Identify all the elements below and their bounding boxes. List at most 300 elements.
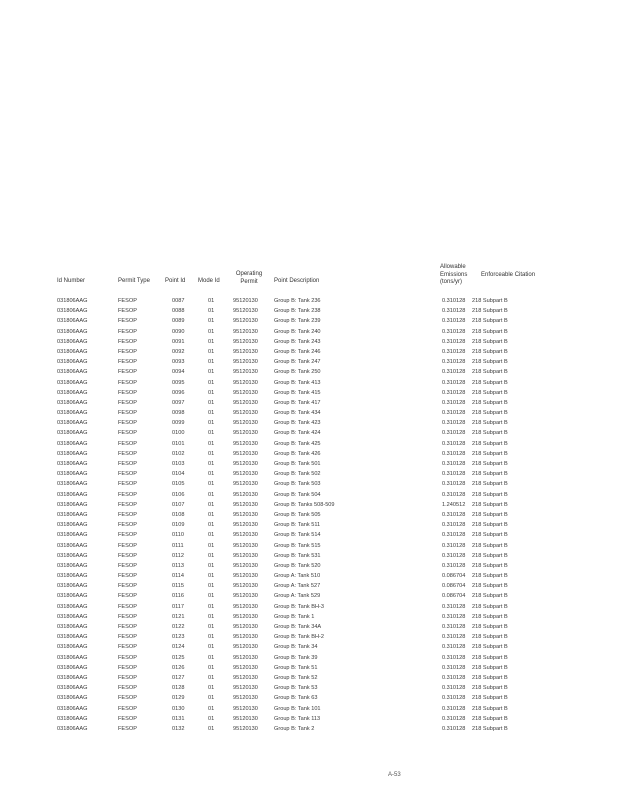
cell-allowable-emissions: 0.310128 — [442, 511, 466, 518]
cell-operating-permit: 95120130 — [233, 562, 258, 569]
cell-point-id: 0093 — [172, 359, 185, 366]
cell-allowable-emissions: 0.310128 — [442, 481, 466, 488]
cell-point-description: Group A: Tank 527 — [274, 583, 321, 590]
cell-permit-type: FESOP — [118, 481, 137, 488]
cell-point-id: 0110 — [172, 532, 185, 539]
cell-operating-permit: 95120130 — [233, 674, 258, 681]
cell-point-id: 0114 — [172, 573, 185, 580]
cell-permit-type: FESOP — [118, 389, 137, 396]
cell-point-id: 0132 — [172, 725, 185, 732]
cell-id-number: 031806AAG — [57, 644, 88, 651]
cell-point-id: 0123 — [172, 634, 185, 641]
cell-point-id: 0098 — [172, 410, 185, 417]
cell-enforceable-citation: 218 Subpart B — [472, 318, 508, 325]
cell-permit-type: FESOP — [118, 664, 137, 671]
cell-mode-id: 01 — [208, 308, 215, 315]
cell-enforceable-citation: 218 Subpart B — [472, 501, 508, 508]
table-row — [0, 357, 618, 367]
cell-permit-type: FESOP — [118, 705, 137, 712]
cell-point-id: 0090 — [172, 328, 185, 335]
table-row — [0, 520, 618, 530]
cell-mode-id: 01 — [208, 705, 215, 712]
cell-permit-type: FESOP — [118, 491, 137, 498]
cell-mode-id: 01 — [208, 481, 215, 488]
cell-enforceable-citation: 218 Subpart B — [472, 328, 508, 335]
cell-permit-type: FESOP — [118, 654, 137, 661]
cell-permit-type: FESOP — [118, 450, 137, 457]
cell-id-number: 031806AAG — [57, 725, 88, 732]
table-row — [0, 541, 618, 551]
cell-mode-id: 01 — [208, 593, 215, 600]
cell-point-id: 0091 — [172, 338, 185, 345]
cell-permit-type: FESOP — [118, 522, 137, 529]
cell-id-number: 031806AAG — [57, 318, 88, 325]
cell-point-id: 0125 — [172, 654, 185, 661]
cell-id-number: 031806AAG — [57, 379, 88, 386]
cell-mode-id: 01 — [208, 695, 215, 702]
cell-permit-type: FESOP — [118, 532, 137, 539]
cell-permit-type: FESOP — [118, 685, 137, 692]
cell-mode-id: 01 — [208, 369, 215, 376]
cell-id-number: 031806AAG — [57, 420, 88, 427]
cell-enforceable-citation: 218 Subpart B — [472, 430, 508, 437]
header-emissions-line1: Allowable — [440, 264, 466, 270]
cell-point-id: 0096 — [172, 389, 185, 396]
cell-point-description: Group B: Tanks 508-509 — [274, 501, 335, 508]
cell-point-description: Group B: Tank 504 — [274, 491, 321, 498]
cell-point-description: Group B: Tank 1 — [274, 613, 315, 620]
cell-permit-type: FESOP — [118, 430, 137, 437]
cell-mode-id: 01 — [208, 440, 215, 447]
cell-mode-id: 01 — [208, 562, 215, 569]
cell-mode-id: 01 — [208, 613, 215, 620]
cell-enforceable-citation: 218 Subpart B — [472, 511, 508, 518]
cell-point-description: Group B: Tank 531 — [274, 552, 321, 559]
cell-point-id: 0131 — [172, 715, 185, 722]
cell-permit-type: FESOP — [118, 338, 137, 345]
cell-point-id: 0099 — [172, 420, 185, 427]
cell-point-description: Group B: Tank 51 — [274, 664, 318, 671]
cell-operating-permit: 95120130 — [233, 481, 258, 488]
table-row — [0, 530, 618, 540]
cell-point-id: 0111 — [172, 542, 184, 549]
cell-mode-id: 01 — [208, 542, 215, 549]
cell-mode-id: 01 — [208, 532, 215, 539]
cell-permit-type: FESOP — [118, 552, 137, 559]
cell-allowable-emissions: 0.310128 — [442, 450, 466, 457]
cell-point-description: Group B: Tank 501 — [274, 461, 321, 467]
cell-point-description: Group B: Tank 101 — [274, 705, 321, 712]
table-row — [0, 704, 618, 714]
cell-permit-type: FESOP — [118, 379, 137, 386]
cell-permit-type: FESOP — [118, 583, 137, 590]
cell-allowable-emissions: 0.310128 — [442, 624, 466, 630]
cell-point-id: 0128 — [172, 685, 185, 692]
cell-permit-type: FESOP — [118, 399, 137, 406]
cell-id-number: 031806AAG — [57, 562, 88, 569]
header-permit-type: Permit Type — [118, 278, 150, 284]
cell-id-number: 031806AAG — [57, 705, 88, 712]
cell-point-id: 0127 — [172, 674, 185, 681]
cell-point-description: Group B: Tank 63 — [274, 695, 318, 702]
table-row — [0, 510, 618, 520]
cell-mode-id: 01 — [208, 603, 215, 610]
cell-allowable-emissions: 0.310128 — [442, 298, 466, 304]
cell-point-id: 0104 — [172, 471, 185, 478]
cell-operating-permit: 95120130 — [233, 308, 258, 315]
cell-point-description: Group B: Tank 34 — [274, 644, 318, 651]
cell-point-description: Group B: Tank 515 — [274, 542, 321, 549]
cell-allowable-emissions: 0.310128 — [442, 379, 466, 386]
cell-operating-permit: 95120130 — [233, 583, 258, 590]
cell-id-number: 031806AAG — [57, 481, 88, 488]
cell-permit-type: FESOP — [118, 725, 137, 732]
cell-mode-id: 01 — [208, 511, 215, 518]
cell-mode-id: 01 — [208, 318, 215, 325]
cell-allowable-emissions: 0.310128 — [442, 440, 466, 447]
table-row — [0, 367, 618, 377]
cell-operating-permit: 95120130 — [233, 461, 258, 467]
cell-id-number: 031806AAG — [57, 369, 88, 376]
table-row — [0, 591, 618, 601]
cell-id-number: 031806AAG — [57, 491, 88, 498]
cell-point-description: Group B: Tank 236 — [274, 298, 321, 304]
cell-point-id: 0129 — [172, 695, 185, 702]
cell-allowable-emissions: 0.310128 — [442, 471, 466, 478]
cell-allowable-emissions: 0.310128 — [442, 369, 466, 376]
cell-permit-type: FESOP — [118, 634, 137, 641]
cell-id-number: 031806AAG — [57, 328, 88, 335]
cell-point-description: Group B: Tank 505 — [274, 511, 321, 518]
cell-permit-type: FESOP — [118, 420, 137, 427]
cell-mode-id: 01 — [208, 379, 215, 386]
cell-mode-id: 01 — [208, 420, 215, 427]
cell-enforceable-citation: 218 Subpart B — [472, 664, 508, 671]
cell-enforceable-citation: 218 Subpart B — [472, 705, 508, 712]
table-row — [0, 673, 618, 683]
cell-point-description: Group B: Tank 417 — [274, 399, 321, 406]
cell-mode-id: 01 — [208, 654, 215, 661]
cell-operating-permit: 95120130 — [233, 501, 258, 508]
table-row — [0, 378, 618, 388]
cell-point-description: Group B: Tank 250 — [274, 369, 321, 376]
cell-point-id: 0097 — [172, 399, 185, 406]
cell-allowable-emissions: 0.310128 — [442, 410, 466, 417]
cell-allowable-emissions: 0.086704 — [442, 573, 466, 580]
header-point-description: Point Description — [274, 278, 320, 284]
cell-point-description: Group B: Tank 502 — [274, 471, 321, 478]
cell-id-number: 031806AAG — [57, 542, 88, 549]
cell-point-description: Group B: Tank 434 — [274, 410, 321, 417]
table-row — [0, 459, 618, 469]
cell-allowable-emissions: 0.086704 — [442, 583, 466, 590]
cell-operating-permit: 95120130 — [233, 440, 258, 447]
cell-id-number: 031806AAG — [57, 552, 88, 559]
cell-enforceable-citation: 218 Subpart B — [472, 613, 508, 620]
cell-operating-permit: 95120130 — [233, 420, 258, 427]
cell-enforceable-citation: 218 Subpart B — [472, 715, 508, 722]
cell-allowable-emissions: 0.310128 — [442, 399, 466, 406]
cell-allowable-emissions: 0.310128 — [442, 644, 466, 651]
cell-operating-permit: 95120130 — [233, 298, 258, 304]
cell-point-id: 0130 — [172, 705, 185, 712]
cell-allowable-emissions: 0.310128 — [442, 725, 466, 732]
cell-point-id: 0124 — [172, 644, 185, 651]
cell-enforceable-citation: 218 Subpart B — [472, 674, 508, 681]
cell-operating-permit: 95120130 — [233, 603, 258, 610]
table-row — [0, 479, 618, 489]
cell-point-id: 0094 — [172, 369, 185, 376]
cell-allowable-emissions: 0.310128 — [442, 685, 466, 692]
cell-point-id: 0107 — [172, 501, 185, 508]
cell-point-id: 0122 — [172, 624, 185, 630]
cell-enforceable-citation: 218 Subpart B — [472, 644, 508, 651]
table-row — [0, 388, 618, 398]
cell-operating-permit: 95120130 — [233, 685, 258, 692]
header-emissions-line2: Emissions — [440, 271, 468, 278]
cell-id-number: 031806AAG — [57, 511, 88, 518]
cell-operating-permit: 95120130 — [233, 430, 258, 437]
cell-mode-id: 01 — [208, 501, 215, 508]
cell-enforceable-citation: 218 Subpart B — [472, 389, 508, 396]
cell-permit-type: FESOP — [118, 471, 137, 478]
cell-allowable-emissions: 0.310128 — [442, 522, 466, 529]
cell-enforceable-citation: 218 Subpart B — [472, 298, 508, 304]
cell-allowable-emissions: 0.310128 — [442, 461, 466, 467]
cell-permit-type: FESOP — [118, 359, 137, 366]
cell-permit-type: FESOP — [118, 593, 137, 600]
cell-enforceable-citation: 218 Subpart B — [472, 420, 508, 427]
cell-operating-permit: 95120130 — [233, 328, 258, 335]
cell-enforceable-citation: 218 Subpart B — [472, 491, 508, 498]
cell-point-description: Group B: Tank 2 — [274, 725, 315, 732]
cell-id-number: 031806AAG — [57, 522, 88, 529]
cell-permit-type: FESOP — [118, 573, 137, 580]
table-row — [0, 571, 618, 581]
cell-permit-type: FESOP — [118, 644, 137, 651]
table-row — [0, 693, 618, 703]
cell-point-description: Group B: Tank 52 — [274, 674, 318, 681]
cell-id-number: 031806AAG — [57, 654, 88, 661]
cell-id-number: 031806AAG — [57, 573, 88, 580]
cell-permit-type: FESOP — [118, 511, 137, 518]
table-row — [0, 490, 618, 500]
cell-operating-permit: 95120130 — [233, 654, 258, 661]
cell-operating-permit: 95120130 — [233, 552, 258, 559]
cell-operating-permit: 95120130 — [233, 338, 258, 345]
cell-operating-permit: 95120130 — [233, 491, 258, 498]
cell-point-id: 0103 — [172, 461, 185, 467]
cell-point-description: Group B: Tank 415 — [274, 389, 321, 396]
cell-enforceable-citation: 218 Subpart B — [472, 410, 508, 417]
cell-enforceable-citation: 218 Subpart B — [472, 450, 508, 457]
cell-id-number: 031806AAG — [57, 450, 88, 457]
table-row — [0, 428, 618, 438]
cell-id-number: 031806AAG — [57, 471, 88, 478]
table-row — [0, 316, 618, 326]
table-row — [0, 622, 618, 632]
cell-id-number: 031806AAG — [57, 298, 88, 304]
cell-mode-id: 01 — [208, 389, 215, 396]
cell-point-description: Group B: Tank 426 — [274, 450, 321, 457]
cell-enforceable-citation: 218 Subpart B — [472, 369, 508, 376]
cell-mode-id: 01 — [208, 491, 215, 498]
cell-permit-type: FESOP — [118, 603, 137, 610]
cell-permit-type: FESOP — [118, 562, 137, 569]
cell-id-number: 031806AAG — [57, 695, 88, 702]
cell-allowable-emissions: 0.310128 — [442, 338, 466, 345]
cell-permit-type: FESOP — [118, 318, 137, 325]
cell-point-id: 0106 — [172, 491, 185, 498]
cell-mode-id: 01 — [208, 552, 215, 559]
cell-operating-permit: 95120130 — [233, 511, 258, 518]
cell-point-description: Group A: Tank 529 — [274, 593, 321, 600]
cell-point-description: Group A: Tank 510 — [274, 573, 321, 580]
cell-point-id: 0117 — [172, 603, 185, 610]
cell-allowable-emissions: 0.310128 — [442, 389, 466, 396]
cell-enforceable-citation: 218 Subpart B — [472, 603, 508, 610]
cell-allowable-emissions: 0.310128 — [442, 430, 466, 437]
cell-point-description: Group B: Tank 238 — [274, 308, 321, 315]
cell-operating-permit: 95120130 — [233, 725, 258, 732]
cell-point-description: Group B: Tank 247 — [274, 359, 321, 366]
cell-operating-permit: 95120130 — [233, 715, 258, 722]
cell-point-description: Group B: Tank 240 — [274, 328, 321, 335]
cell-point-description: Group B: Tank 113 — [274, 715, 321, 722]
cell-allowable-emissions: 0.310128 — [442, 532, 466, 539]
cell-allowable-emissions: 0.310128 — [442, 308, 466, 315]
header-mode-id: Mode Id — [198, 278, 220, 284]
cell-point-id: 0092 — [172, 348, 185, 355]
cell-mode-id: 01 — [208, 573, 215, 580]
table-row — [0, 469, 618, 479]
cell-permit-type: FESOP — [118, 501, 137, 508]
cell-mode-id: 01 — [208, 522, 215, 529]
cell-allowable-emissions: 0.310128 — [442, 318, 466, 325]
cell-id-number: 031806AAG — [57, 613, 88, 620]
table-row — [0, 581, 618, 591]
cell-operating-permit: 95120130 — [233, 369, 258, 376]
cell-permit-type: FESOP — [118, 695, 137, 702]
cell-enforceable-citation: 218 Subpart B — [472, 552, 508, 559]
cell-enforceable-citation: 218 Subpart B — [472, 359, 508, 366]
cell-allowable-emissions: 0.310128 — [442, 552, 466, 559]
cell-mode-id: 01 — [208, 715, 215, 722]
cell-point-description: Group B: Tank 520 — [274, 562, 321, 569]
cell-point-description: Group B: Tank 239 — [274, 318, 321, 325]
cell-mode-id: 01 — [208, 634, 215, 641]
cell-id-number: 031806AAG — [57, 593, 88, 600]
cell-operating-permit: 95120130 — [233, 522, 258, 529]
cell-operating-permit: 95120130 — [233, 705, 258, 712]
cell-operating-permit: 95120130 — [233, 399, 258, 406]
table-row — [0, 408, 618, 418]
cell-point-id: 0100 — [172, 430, 185, 437]
cell-point-id: 0115 — [172, 583, 185, 590]
cell-point-description: Group B: Tank 511 — [274, 522, 321, 529]
cell-allowable-emissions: 0.310128 — [442, 603, 466, 610]
cell-point-description: Group B: Tank 53 — [274, 685, 318, 692]
table-row — [0, 439, 618, 449]
cell-operating-permit: 95120130 — [233, 410, 258, 417]
cell-point-id: 0087 — [172, 298, 185, 304]
cell-id-number: 031806AAG — [57, 440, 88, 447]
table-row — [0, 500, 618, 510]
cell-id-number: 031806AAG — [57, 634, 88, 641]
table-row — [0, 449, 618, 459]
cell-mode-id: 01 — [208, 359, 215, 366]
cell-mode-id: 01 — [208, 674, 215, 681]
cell-id-number: 031806AAG — [57, 501, 88, 508]
cell-allowable-emissions: 0.310128 — [442, 664, 466, 671]
cell-permit-type: FESOP — [118, 674, 137, 681]
cell-mode-id: 01 — [208, 644, 215, 651]
cell-mode-id: 01 — [208, 725, 215, 732]
cell-enforceable-citation: 218 Subpart B — [472, 532, 508, 539]
table-row — [0, 714, 618, 724]
cell-point-id: 0089 — [172, 318, 185, 325]
cell-point-id: 0095 — [172, 379, 185, 386]
header-operating-permit-line1: Operating — [235, 271, 263, 277]
cell-permit-type: FESOP — [118, 461, 137, 467]
cell-allowable-emissions: 0.310128 — [442, 654, 466, 661]
cell-id-number: 031806AAG — [57, 461, 88, 467]
header-emissions-line3: (tons/yr) — [440, 279, 463, 285]
cell-enforceable-citation: 218 Subpart B — [472, 654, 508, 661]
cell-point-id: 0088 — [172, 308, 185, 315]
cell-mode-id: 01 — [208, 450, 215, 457]
table-row — [0, 612, 618, 622]
cell-enforceable-citation: 218 Subpart B — [472, 685, 508, 692]
cell-allowable-emissions: 0.310128 — [442, 613, 466, 620]
cell-point-id: 0116 — [172, 593, 185, 600]
cell-permit-type: FESOP — [118, 298, 137, 304]
cell-point-description: Group B: Tank 39 — [274, 654, 318, 661]
cell-point-description: Group B: Tank 423 — [274, 420, 321, 427]
cell-permit-type: FESOP — [118, 542, 137, 549]
cell-permit-type: FESOP — [118, 348, 137, 355]
table-row — [0, 561, 618, 571]
cell-id-number: 031806AAG — [57, 399, 88, 406]
cell-id-number: 031806AAG — [57, 532, 88, 539]
cell-allowable-emissions: 0.310128 — [442, 634, 466, 641]
header-id-number: Id Number — [57, 278, 86, 284]
cell-id-number: 031806AAG — [57, 603, 88, 610]
cell-mode-id: 01 — [208, 461, 215, 467]
cell-allowable-emissions: 0.310128 — [442, 674, 466, 681]
cell-point-id: 0108 — [172, 511, 185, 518]
cell-enforceable-citation: 218 Subpart B — [472, 461, 508, 467]
cell-enforceable-citation: 218 Subpart B — [472, 562, 508, 569]
cell-permit-type: FESOP — [118, 410, 137, 417]
cell-mode-id: 01 — [208, 298, 215, 304]
cell-operating-permit: 95120130 — [233, 359, 258, 366]
cell-enforceable-citation: 218 Subpart B — [472, 308, 508, 315]
cell-enforceable-citation: 218 Subpart B — [472, 338, 508, 345]
header-enforceable-citation: Enforceable Citation — [481, 272, 536, 278]
cell-id-number: 031806AAG — [57, 410, 88, 417]
cell-point-id: 0105 — [172, 481, 185, 488]
cell-point-description: Group B: Tank 424 — [274, 430, 321, 437]
table-row — [0, 398, 618, 408]
cell-operating-permit: 95120130 — [233, 624, 258, 630]
cell-point-id: 0121 — [172, 613, 185, 620]
cell-enforceable-citation: 218 Subpart B — [472, 624, 508, 630]
table-row — [0, 296, 618, 306]
cell-point-description: Group B: Tank 413 — [274, 379, 321, 386]
cell-point-description: Group B: Tank BH-2 — [274, 634, 324, 641]
cell-allowable-emissions: 0.310128 — [442, 359, 466, 366]
